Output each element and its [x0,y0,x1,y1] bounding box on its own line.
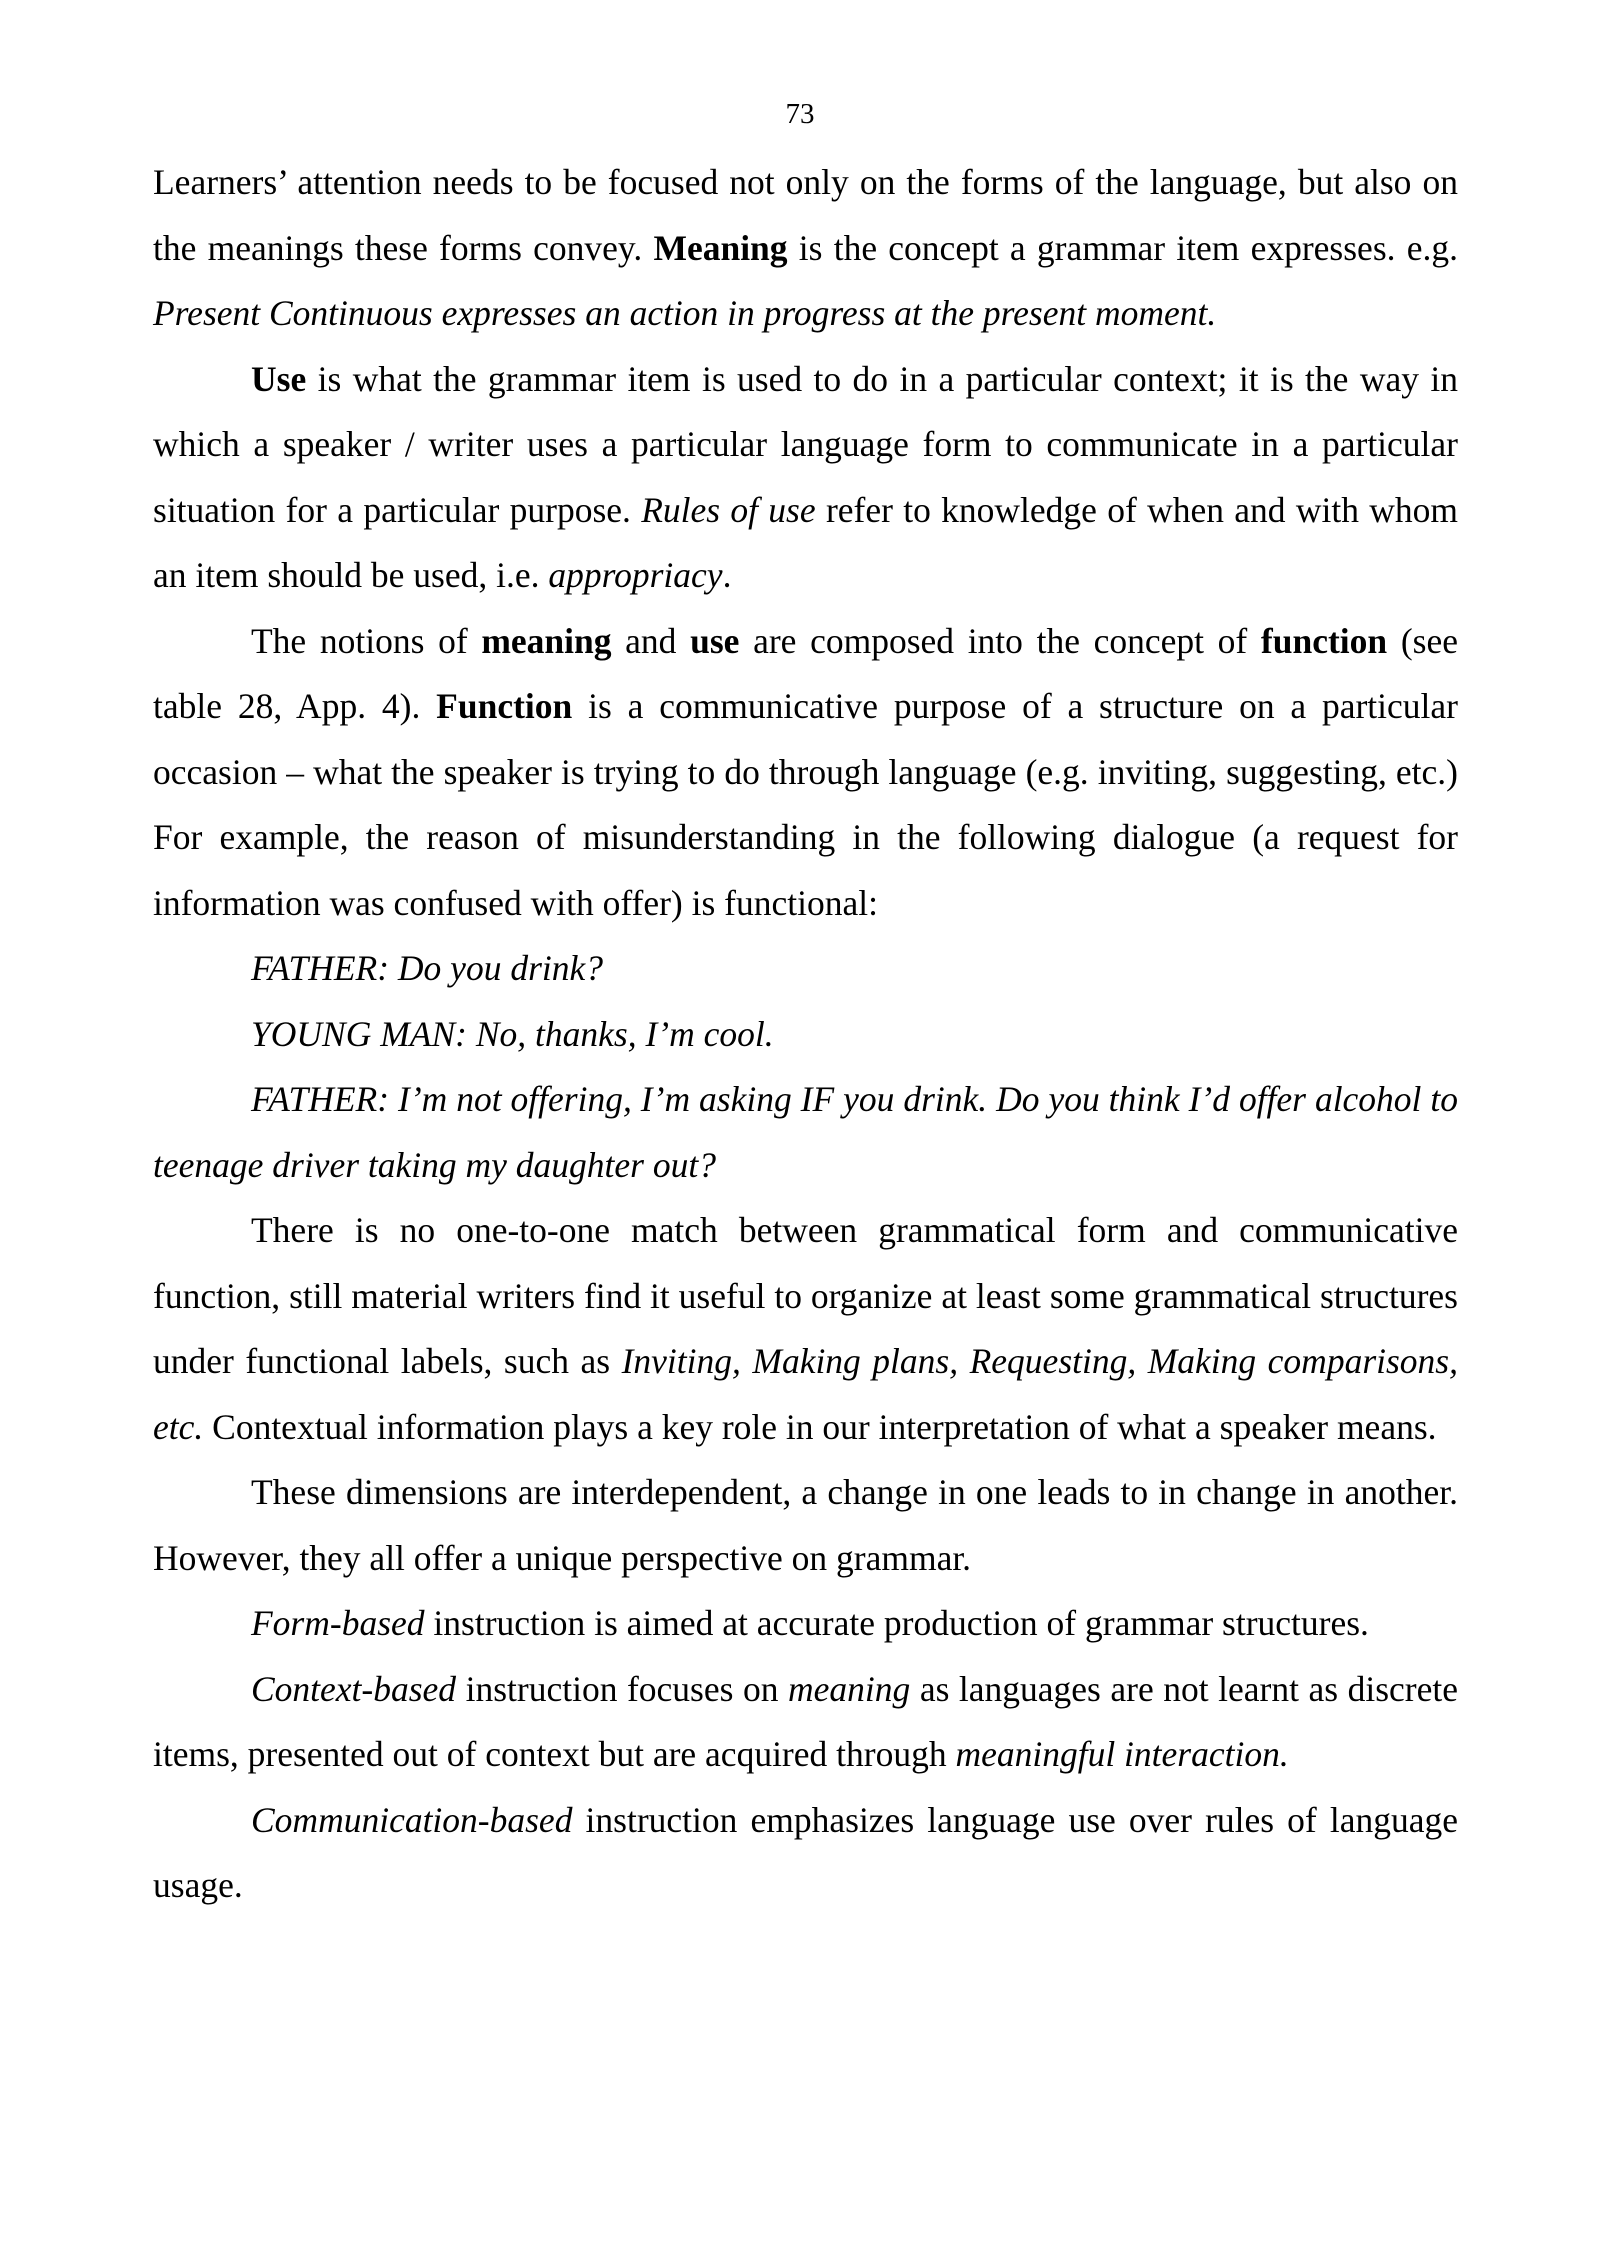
bold-term-function: function [1260,620,1388,661]
paragraph-context-based [153,1657,1458,1788]
italic-functional-labels: Inviting, Making plans, Requesting, Making comparisons, etc. [153,1341,1458,1447]
italic-term-communication-based: Communication-based [251,1799,573,1840]
bold-term-use: use [690,620,740,661]
italic-term-appropriacy: appropriacy [548,555,723,595]
page-number: 73 [785,98,815,130]
dialogue-line-2: YOUNG MAN: No, thanks, I’m cool. [251,1013,774,1054]
text-run: refer to knowledge of when and with whom an item should be used, i.e. [153,489,1458,595]
text-run: . [722,555,732,595]
text-run: There is no one-to-one match between grammatical form and communicative function, still material writers find it useful to organize at least some grammatical structures under functional labels, such as [153,1210,1458,1381]
text-run: as languages are not learnt as discrete items, presented out of context but are acquired through [153,1668,1459,1774]
italic-term-meaning: meaning [788,1668,911,1709]
italic-term-meaningful-interaction: meaningful interaction. [955,1734,1289,1774]
italic-term-rules-of-use: Rules of use [641,489,816,530]
paragraph-communication-based [153,1788,1458,1919]
text-run: Learners’ attention needs to be focused not only on the forms of the language, but also on the meanings these forms convey. [153,162,1458,268]
bold-term-meaning: Meaning [653,227,788,268]
page-body [153,150,1458,1919]
dialogue-line-1: FATHER: Do you drink? [251,948,604,988]
text-run: instruction is aimed at accurate production of grammar structures. [424,1603,1369,1643]
paragraph-form-function-match [153,1198,1458,1460]
text-run: are composed into the concept of [739,620,1261,661]
text-run: is a communicative purpose of a structure on a particular occasion – what the speaker is trying to do through language (e.g. inviting, suggesting, etc.) For example, the reason of misunderstanding in the following dialogue (a request for information was confused with offer) is functional: [153,686,1458,923]
italic-term-context-based: Context-based [251,1668,457,1709]
paragraph-meaning [153,150,1458,347]
paragraph-dimensions: These dimensions are interdependent, a change in one leads to in change in another. However, they all offer a unique perspective on grammar. [153,1472,1458,1578]
italic-term-form-based: Form-based [251,1603,425,1643]
bold-term-function: Function [436,686,573,726]
paragraph-use [153,347,1458,609]
paragraph-form-based [153,1591,1458,1657]
dialogue-line-3: FATHER: I’m not offering, I’m asking IF you drink. Do you think I’d offer alcohol to teenage driver taking my daughter out? [153,1079,1458,1185]
text-run: instruction focuses on [456,1668,789,1709]
text-run: is what the grammar item is used to do in a particular context; it is the way in which a speaker / writer uses a particular language form to communicate in a particular situation for a particular purpose. [153,358,1458,530]
text-run: Contextual information plays a key role in our interpretation of what a speaker means. [203,1406,1437,1447]
text-run: The notions of [251,620,482,661]
text-run: is the concept a grammar item expresses. e.g. [787,227,1458,268]
text-run: and [611,620,691,661]
text-run: (see table 28, App. 4). [153,620,1458,726]
paragraph-function [153,609,1458,937]
text-run: instruction emphasizes language use over rules of language usage. [153,1799,1458,1905]
bold-term-meaning: meaning [481,620,612,661]
bold-term-use: Use [251,358,307,399]
italic-example: Present Continuous expresses an action in progress at the present moment. [153,293,1217,333]
